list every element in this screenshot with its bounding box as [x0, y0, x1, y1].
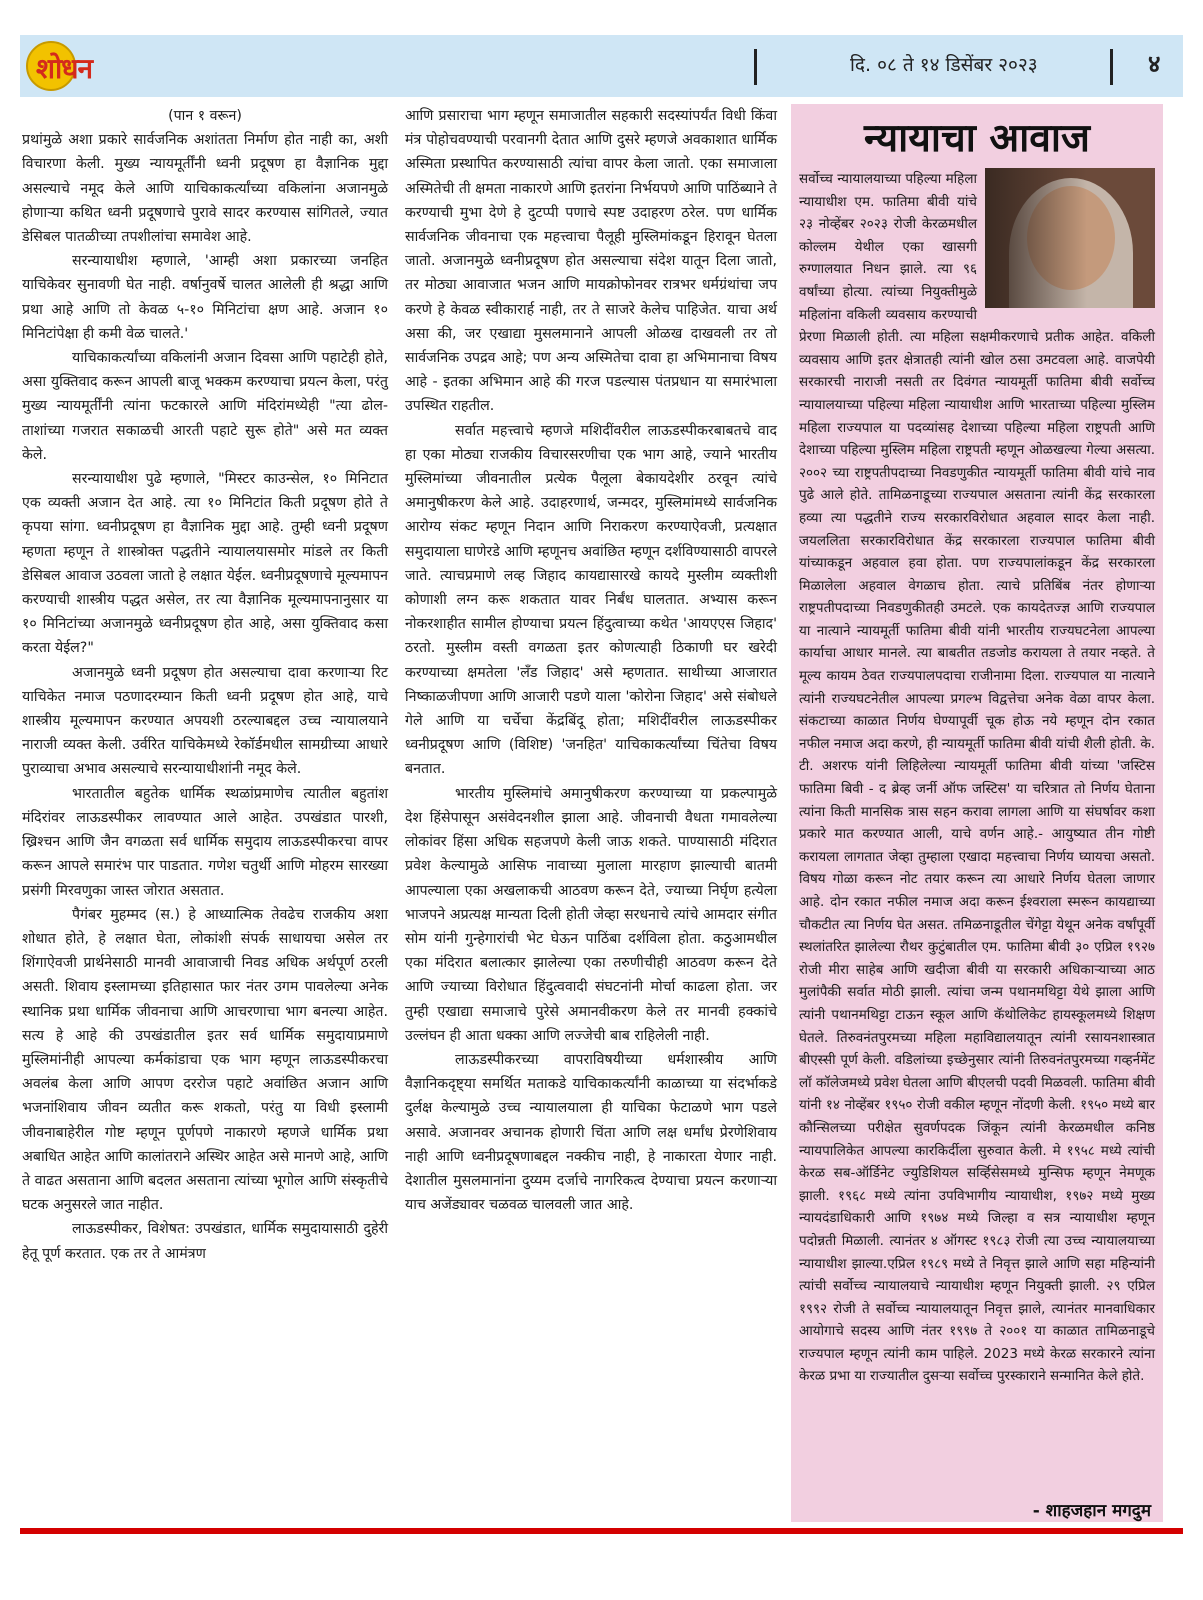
paragraph: भारतीय मुस्लिमांचे अमानुषीकरण करण्याच्या या प्रकल्पामुळे देश हिंसेपासून असंवेदनशील झाला आहे. जीवनाची वैधता गमावलेल्या लोकांवर हिंसा अधिक सहजपणे केली जाऊ शकते. पाण्यासाठी मंदिरात प्रवेश केल्यामुळे आसिफ नावाच्या मुलाला मारहाण झाल्याची बातमी आपल्याला एका अखलाकची आठवण करून देते, ज्याच्या निर्घृण हत्येला भाजपने अप्रत्यक्ष मान्यता दिली होती जेव्हा सरधनाचे त्यांचे आमदार संगीत सोम यांनी गुन्हेगारांची भेट घेऊन पाठिंबा दर्शविला होता. कठुआमधील एका मंदिरात बलात्कार झालेल्या एका तरुणीचीही आठवण करून देते आणि ज्याच्या विरोधात हिंदुत्ववादी संघटनांनी मोर्चा काढला होता. जर तुम्ही एखाद्या समाजाचे पुरेसे अमानवीकरण केले तर मानवी हक्कांचे उल्लंघन ही आता धक्का आणि लज्जेची बाब राहिलेली नाही. [405, 785, 777, 1044]
header-divider [754, 49, 757, 85]
sidebar-paragraph: सर्वोच्च न्यायालयाच्या पहिल्या महिला न्यायाधीश एम. फातिमा बीवी यांचे २३ नोव्हेंबर २०२३ रोजी केरळमधील कोल्लम येथील एका खासगी रुग्णालयात निधन झाले. त्या ९६ वर्षांच्या होत्या. त्यांच्या नियुक्तीमुळे महिलांना वकिली व्यवसाय करण्याची प्रेरणा मिळाली होती. त्या महिला सक्षमीकरणाचे प्रतीक आहेत. वकिली व्यवसाय आणि इतर क्षेत्रातही त्यांनी खोल ठसा उमटवला आहे. वाजपेयी सरकारची नाराजी नसती तर दिवंगत न्यायमूर्ती फातिमा बीवी सर्वोच्च न्यायालयाच्या पहिल्या महिला न्यायाधीश आणि भारताच्या पहिल्या मुस्लिम महिला राज्यपाल या पदव्यांसह देशाच्या पहिल्या महिला राष्ट्रपती आणि देशाच्या पहिल्या मुस्लिम महिला राष्ट्रपती म्हणून ओळखल्या गेल्या असत्या. २००२ च्या राष्ट्रपतीपदाच्या निवडणुकीत न्यायमूर्ती फातिमा बीवी यांचे नाव पुढे आले होते. तामिळनाडूच्या राज्यपाल असताना त्यांनी केंद्र सरकारला हव्या त्या पद्धतीने राज्य सरकारविरोधात अहवाल सादर केला नाही. जयललिता सरकारविरोधात केंद्र सरकारला राज्यपाल फातिमा बीवी यांच्याकडून अहवाल हवा होता. पण राज्यपालांकडून केंद्र सरकारला मिळालेला अहवाल वेगळाच होता. त्याचे प्रतिबिंब नंतर होणाऱ्या राष्ट्रपतीपदाच्या निवडणुकीतही उमटले. एक कायदेतज्ज्ञ आणि राज्यपाल या नात्याने न्यायमूर्ती फातिमा बीवी यांनी भारतीय राज्यघटनेला आपल्या कार्याचा आधार मानले. त्या बाबतीत तडजोड करायला ते तयार नव्हते. ते मूल्य कायम ठेवत राज्यपालपदाचा राजीनामा दिला. राज्यपाल या नात्याने त्यांनी राज्यघटनेतील आपल्या प्रगल्भ विद्वत्तेचा अनेक वेळा वापर केला. संकटाच्या काळात निर्णय घेण्यापूर्वी चूक होऊ नये म्हणून दोन रकात नफील नमाज अदा करणे, ही न्यायमूर्ती फातिमा बीवी यांची शैली होती. के. टी. अशरफ यांनी लिहिलेल्या न्यायमूर्ती फातिमा बीवी यांच्या 'जस्टिस फातिमा बिवी - द ब्रेव्ह जर्नी ऑफ जस्टिस' या चरित्रात तो निर्णय घेताना त्यांना किती मानसिक त्रास सहन करावा लागला आणि या संघर्षावर कशा प्रकारे मात करण्यात आली, याचे वर्णन आहे.- आयुष्यात तीन गोष्टी करायला लागतात जेव्हा तुम्हाला एखादा महत्त्वाचा निर्णय घ्यायचा असतो. विषय गोळा करून नोट तयार करून त्या आधारे निर्णय घेतला जाणार आहे. दोन रकात नफील नमाज अदा करून ईश्वराला स्मरून कायद्याच्या चौकटीत त्या निर्णय घेत असत. तमिळनाडूतील चेंगेट्टा येथून अनेक वर्षांपूर्वी स्थलांतरित झालेल्या रौथर कुटुंबातील एम. फातिमा बीवी ३० एप्रिल १९२७ रोजी मीरा साहेब आणि खदीजा बीवी या सरकारी अधिकाऱ्याच्या आठ मुलांपैकी सर्वात मोठी झाली. त्यांचा जन्म पथानमथिट्टा येथे झाला आणि त्यांनी पथानमथिट्टा टाऊन स्कूल आणि कॅथोलिकेट हायस्कूलमध्ये शिक्षण घेतले. तिरुवनंतपुरमच्या महिला महाविद्यालयातून त्यांनी रसायनशास्त्रात बीएस्सी पूर्ण केली. वडिलांच्या इच्छेनुसार त्यांनी तिरुवनंतपुरमच्या गव्हर्नमेंट लॉ कॉलेजमध्ये प्रवेश घेतला आणि बीएलची पदवी मिळवली. फातिमा बीवी यांनी १४ नोव्हेंबर १९५० रोजी वकील म्हणून नोंदणी केली. १९५० मध्ये बार कौन्सिलच्या परीक्षेत सुवर्णपदक जिंकून त्यांनी केरळमधील कनिष्ठ न्यायपालिकेत आपल्या कारकिर्दीला सुरुवात केली. मे १९५८ मध्ये त्यांची केरळ सब-ऑर्डिनेट ज्युडिशियल सर्व्हिसेसमध्ये मुन्सिफ म्हणून नेमणूक झाली. १९६८ मध्ये त्यांना उपविभागीय न्यायाधीश, १९७२ मध्ये मुख्य न्यायदंडाधिकारी आणि १९७४ मध्ये जिल्हा व सत्र न्यायाधीश म्हणून पदोन्नती मिळाली. त्यानंतर ४ ऑगस्ट १९८३ रोजी त्या उच्च न्यायालयाच्या न्यायाधीश झाल्या.एप्रिल १९८९ मध्ये ते निवृत्त झाले आणि सहा महिन्यांनी त्यांची सर्वोच्च न्यायालयाचे न्यायाधीश म्हणून नियुक्ती झाली. २९ एप्रिल १९९२ रोजी ते सर्वोच्च न्यायालयातून निवृत्त झाले, त्यानंतर मानवाधिकार आयोगाचे सदस्य आणि नंतर १९९७ ते २००१ या काळात तामिळनाडूचे राज्यपाल म्हणून त्यांनी काम पाहिले. 2023 मध्ये केरळ सरकारने त्यांना केरळ प्रभा या राज्यातील दुसऱ्या सर्वोच्च पुरस्काराने सन्मानित केले होते. [799, 171, 1155, 1385]
paragraph: भारतातील बहुतेक धार्मिक स्थळांप्रमाणेच त्यातील बहुतांश मंदिरांवर लाऊडस्पीकर लावण्यात आले आहेत. उपखंडात पारशी, ख्रिश्चन आणि जैन वगळता सर्व धार्मिक समुदाय लाऊडस्पीकरचा वापर करून आपले समारंभ पार पाडतात. गणेश चतुर्थी आणि मोहरम सारख्या प्रसंगी मिरवणुका जास्त जोरात असतात. [22, 785, 388, 899]
paragraph: प्रथांमुळे अशा प्रकारे सार्वजनिक अशांतता निर्माण होत नाही का, अशी विचारणा केली. मुख्य न्यायमूर्तींनी ध्वनी प्रदूषण हा वैज्ञानिक मुद्दा असल्याचे नमूद केले आणि याचिकाकर्त्यांच्या वकिलांना अजानमुळे होणाऱ्या कथित ध्वनी प्रदूषणाचे पुरावे सादर करण्यास सांगितले, ज्यात डेसिबल पातळीच्या तपशीलांचा समावेश आहे. [22, 132, 388, 246]
issue-date: दि. ०८ ते १४ डिसेंबर २०२३ [850, 54, 1038, 76]
paragraph: सरन्यायाधीश पुढे म्हणाले, "मिस्टर काउन्सेल, १० मिनिटात एक व्यक्ती अजान देत आहे. त्या १० मिनिटांत किती प्रदूषण होते ते कृपया सांगा. ध्वनीप्रदूषण हा वैज्ञानिक मुद्दा आहे. तुम्ही ध्वनी प्रदूषण म्हणता म्हणून ते शास्त्रोक्त पद्धतीने न्यायालयासमोर मांडले तर किती डेसिबल आवाज उठवला जातो हे लक्षात येईल. ध्वनीप्रदूषणाचे मूल्यमापन करण्याची शास्त्रीय पद्धत असेल, तर त्या वैज्ञानिक मूल्यमापनानुसार या १० मिनिटांच्या अजानमुळे ध्वनीप्रदूषण होत आहे, असा युक्तिवाद कसा करता येईल?" [22, 471, 388, 657]
paragraph: लाऊडस्पीकरच्या वापराविषयीच्या धर्मशास्त्रीय आणि वैज्ञानिकदृष्ट्या समर्थित मताकडे याचिकाकर्त्यांनी काळाच्या या संदर्भाकडे दुर्लक्ष केल्यामुळे उच्च न्यायालयाला ही याचिका फेटाळणे भाग पडले असावे. अजानवर अचानक होणारी चिंता आणि लक्ष धर्मांध प्रेरणेशिवाय नाही आणि ध्वनीप्रदूषणाबद्दल नक्कीच नाही, हे नाकारता येणार नाही. देशातील मुसलमानांना दुय्यम दर्जाचे नागरिकत्व देण्याचा प्रयत्न करणाऱ्या याच अजेंड्यावर चळवळ चालवली जात आहे. [405, 1051, 777, 1214]
portrait-photo [985, 168, 1155, 308]
paragraph: याचिकाकर्त्यांच्या वकिलांनी अजान दिवसा आणि पहाटेही होते, असा युक्तिवाद करून आपली बाजू भक्कम करण्याचा प्रयत्न केला, परंतु मुख्य न्यायमूर्तींनी त्यांना फटकारले आणि मंदिरांमध्येही "त्या ढोल-ताशांच्या गजरात सकाळची आरती पहाटे सुरू होते" असे मत व्यक्त केले. [22, 350, 388, 463]
paragraph: सर्वात महत्त्वाचे म्हणजे मशिदींवरील लाऊडस्पीकरबाबतचे वाद हा एका मोठ्या राजकीय विचारसरणीचा एक भाग आहे, ज्याने भारतीय मुस्लिमांच्या जीवनातील प्रत्येक पैलूला बेकायदेशीर ठरवून त्यांचे अमानुषीकरण केले आहे. उदाहरणार्थ, जन्मदर, मुस्लिमांमध्ये सार्वजनिक आरोग्य संकट म्हणून निदान आणि निराकरण करण्याऐवजी, प्रत्यक्षात समुदायाला घाणेरडे आणि म्हणूनच अवांछित म्हणून दर्शविण्यासाठी वापरले जाते. त्याचप्रमाणे लव्ह जिहाद कायद्यासारखे कायदे मुस्लीम व्यक्तीशी कोणाशी लग्न करू शकतात यावर निर्बंध घालतात. अभ्यास करून नोकरशाहीत सामील होण्याचा प्रयत्न हिंदुत्वाच्या कथेत 'आयएएस जिहाद' ठरतो. मुस्लीम वस्ती वगळता इतर कोणत्याही ठिकाणी घर खरेदी करण्याच्या क्षमतेला 'लँड जिहाद' असे म्हणतात. साथीच्या आजारात निष्काळजीपणा आणि आजारी पडणे याला 'कोरोना जिहाद' असे संबोधले गेले आणि या चर्चेचा केंद्रबिंदू होता; मशिदींवरील लाऊडस्पीकर ध्वनीप्रदूषण आणि (विशिष्ट) 'जनहित' याचिकाकर्त्यांच्या चिंतेचा विषय बनतात. [405, 422, 777, 778]
header-divider [1110, 49, 1113, 85]
paragraph: अजानमुळे ध्वनी प्रदूषण होत असल्याचा दावा करणाऱ्या रिट याचिकेत नमाज पठणादरम्यान किती ध्वनी प्रदूषण होत आहे, याचे शास्त्रीय मूल्यमापन करण्यात अपयशी ठरल्याबद्दल उच्च न्यायालयाने नाराजी व्यक्त केली. उर्वरित याचिकेमध्ये रेकॉर्डमधील सामग्रीच्या आधारे पुराव्याचा अभाव असल्याचे सरन्यायाधीशांनी नमूद केले. [22, 664, 388, 778]
newspaper-logo [26, 41, 126, 91]
sidebar-title: न्यायाचा आवाज [864, 115, 1090, 161]
continued-note: (पान १ वरून) [168, 108, 242, 124]
logo-text: शोधन [36, 52, 93, 85]
article-column-middle [405, 104, 777, 1217]
paragraph: सरन्यायाधीश म्हणाले, 'आम्ही अशा प्रकारच्या जनहित याचिकेवर सुनावणी घेत नाही. वर्षानुवर्षे चालत आलेली ही श्रद्धा आणि प्रथा आहे आणि तो केवळ ५-१० मिनिटांचा क्षण आहे. अजान १० मिनिटांपेक्षा ही कमी वेळ चालते.' [22, 253, 388, 342]
paragraph: लाऊडस्पीकर, विशेषत: उपखंडात, धार्मिक समुदायासाठी दुहेरी हेतू पूर्ण करतात. एक तर ते आमंत्रण [22, 1221, 388, 1262]
article-column-left [22, 104, 388, 1266]
masthead-band [20, 35, 1183, 97]
paragraph: आणि प्रसाराचा भाग म्हणून समाजातील सहकारी सदस्यांपर्यंत विधी किंवा मंत्र पोहोचवण्याची परवानगी देतात आणि दुसरे म्हणजे अवकाशात धार्मिक अस्मिता प्रस्थापित करण्यासाठी त्यांचा वापर केला जातो. एका समाजाला अस्मितेची ती क्षमता नाकारणे आणि इतरांना निर्भयपणे आणि पाठिंब्याने ते करण्याची मुभा देणे हे दुटप्पी पणाचे स्पष्ट उदाहरण ठरेल. पण धार्मिक सार्वजनिक जीवनाचा एक महत्त्वाचा पैलूही मुस्लिमांकडून हिरावून घेतला जातो. अजानमुळे ध्वनीप्रदूषण होत असल्याचा संदेश यातून दिला जातो, तर मोठ्या आवाजात भजन आणि मायक्रोफोनवर रात्रभर धर्मग्रंथांचा जप करणे हे केवळ स्वीकारार्ह नाही, तर ते साजरे केलेच पाहिजेत. याचा अर्थ असा की, जर एखाद्या मुसलमानाने आपली ओळख दाखवली तर तो सार्वजनिक उपद्रव आहे; पण अन्य अस्मितेचा दावा हा अभिमानाचा विषय आहे - इतका अभिमान आहे की गरज पडल्यास पंतप्रधान या समारंभाला उपस्थित राहतील. [405, 108, 777, 415]
author-byline: - शाहजहान मगदुम [1032, 1501, 1151, 1521]
sidebar-body [799, 168, 1155, 1388]
page-number: ४ [1148, 50, 1161, 78]
paragraph: पैगंबर मुहम्मद (स.) हे आध्यात्मिक तेवढेच राजकीय अशा शोधात होते, हे लक्षात घेता, लोकांशी संपर्क साधायचा असेल तर शिंगाऐवजी प्रार्थनेसाठी मानवी आवाजाची निवड अधिक अर्थपूर्ण ठरली असती. शिवाय इस्लामच्या इतिहासात फार नंतर उगम पावलेल्या अनेक स्थानिक प्रथा धार्मिक जीवनाचा आणि आचरणाचा भाग बनल्या आहेत. सत्य हे आहे की उपखंडातील इतर सर्व धार्मिक समुदायाप्रमाणे मुस्लिमांनीही आपल्या कर्मकांडाचा एक भाग म्हणून लाऊडस्पीकरचा अवलंब केला आणि आपण दररोज पहाटे अवांछित अजान आणि भजनांशिवाय जीवन व्यतीत करू शकतो, परंतु या विधी इस्लामी जीवनाबाहेरील गोष्ट म्हणून पूर्णपणे नाकारणे म्हणजे धार्मिक प्रथा अबाधित आहेत आणि कालांतराने अस्थिर आहेत असे मानणे आहे, आणि ते वाढत असताना आणि बदलत असताना त्यांच्या भूगोल आणि संस्कृतीचे घटक अनुसरले जात नाहीत. [22, 906, 388, 1214]
footer-rule [20, 1528, 1183, 1534]
sidebar-box [791, 104, 1163, 1522]
